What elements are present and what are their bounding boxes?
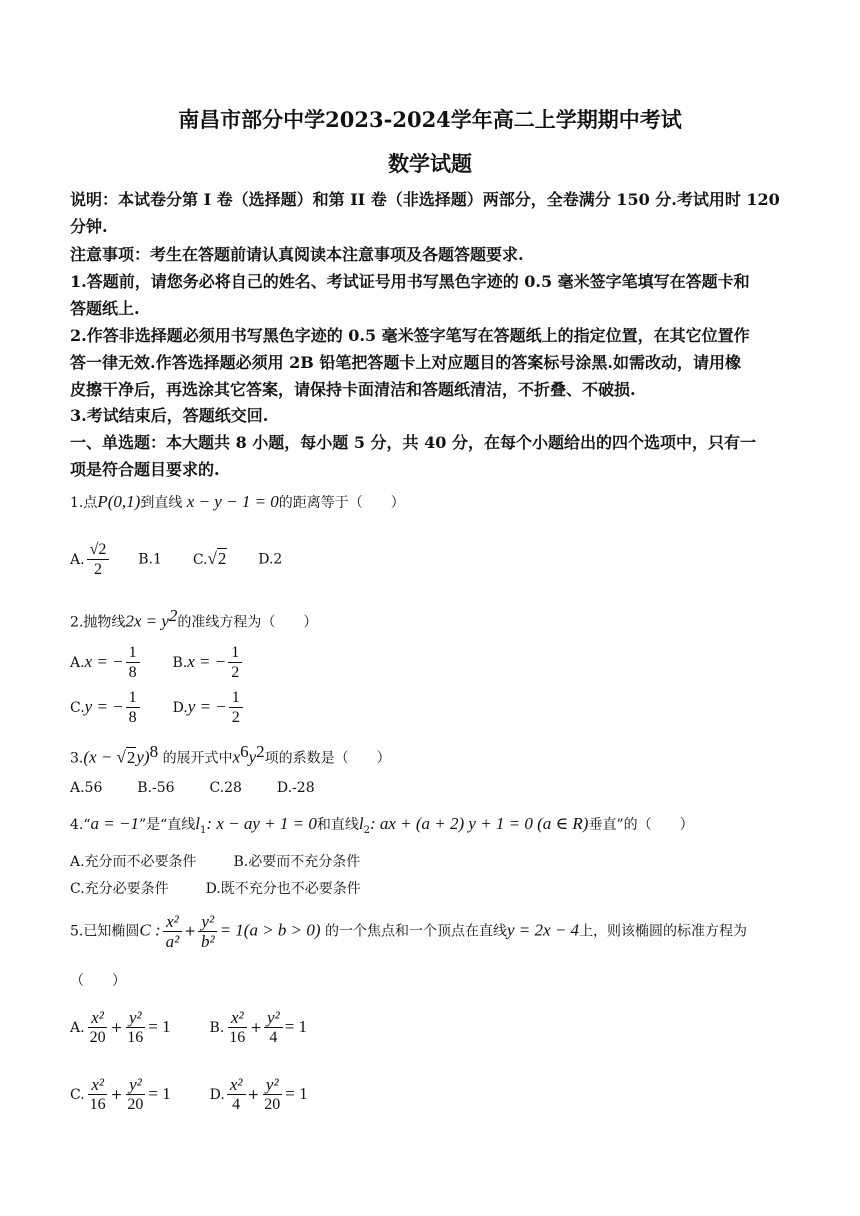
option-d[interactable]: D. $\frac{\text{x²}}{4}$ + $\frac{\text{y²}}{20}$ = 1 <box>209 1075 308 1113</box>
option-c[interactable]: C.28 <box>209 780 242 796</box>
option-a[interactable]: A. $\frac{√2}{2}$ <box>70 552 111 568</box>
option-d[interactable]: D.2 <box>258 551 283 568</box>
question-1: 1.点P(0,1)到直线 x − y − 1 = 0的距离等于（ ） <box>70 492 405 511</box>
section-heading: 项是符合题目要求的. <box>70 460 220 479</box>
question-3-options <box>70 780 795 796</box>
exam-title: 南昌市部分中学2023-2024学年高二上学期期中考试 <box>178 107 682 132</box>
question-4: 4.“a = −1”是“直线$l_1$: x − ay + 1 = 0和直线$l_2$: ax + (a + 2) y + 1 = 0 (a ∈ R)垂直”的（ ） <box>70 814 694 836</box>
intro-line: 注意事项：考生在答题前请认真阅读本注意事项及各题答题要求. <box>70 245 524 264</box>
option-a[interactable]: A.56 <box>70 780 103 796</box>
intro-line: 1.答题前，请您务必将自己的姓名、考试证号用书写黑色字迹的 0.5 毫米签字笔填写在答题卡和 <box>70 272 750 291</box>
question-3: $3.(x - √2y)^8$ 的展开式中$x^6y^2$项的系数是（ ） <box>70 742 391 767</box>
option-d[interactable]: D.y = − $\frac{1}{2}$ <box>173 700 245 716</box>
intro-line: 答一律无效.作答选择题必须用 2B 铅笔把答题卡上对应题目的答案标号涂黑.如需改动，请用橡 <box>70 353 741 372</box>
option-c[interactable]: C.y = − $\frac{1}{8}$ <box>70 700 142 716</box>
intro-line: 皮擦干净后，再选涂其它答案，请保持卡面清洁和答题纸清洁，不折叠、不破损. <box>70 380 636 399</box>
question-2-options-ab <box>70 643 795 682</box>
question-2-options-cd <box>70 688 795 727</box>
option-a[interactable]: A. $\frac{\text{x²}}{20}$ + $\frac{\text{y²}}{16}$ = 1 <box>70 1008 171 1046</box>
question-5-options-cd <box>70 1075 795 1114</box>
intro-line: 2.作答非选择题必须用书写黑色字迹的 0.5 毫米签字笔写在答题纸上的指定位置，在其它位置作 <box>70 326 750 345</box>
question-5: 5.已知椭圆C : $\frac{\text{x²}}{\text{a²}}$ + $\frac{\text{y²}}{\text{b²}}$ = 1(a > b > 0) 的一个焦点和一个顶点在直线y = 2x − 4上，则该椭圆的标准方程为 <box>70 912 748 951</box>
option-c[interactable]: C.充分必要条件 <box>70 881 169 897</box>
intro-line: 答题纸上. <box>70 299 140 318</box>
question-4-options-cd <box>70 878 795 898</box>
option-b[interactable]: B. $\frac{\text{x²}}{16}$ + $\frac{\text{y²}}{4}$ = 1 <box>209 1008 308 1046</box>
intro-line: 分钟. <box>70 217 108 236</box>
exam-subtitle: 数学试题 <box>388 151 472 176</box>
option-d[interactable]: D.-28 <box>276 780 315 796</box>
question-5-paren: （ ） <box>70 973 126 989</box>
option-b[interactable]: B.1 <box>138 551 162 568</box>
option-d[interactable]: D.既不充分也不必要条件 <box>205 881 361 897</box>
option-b[interactable]: B.-56 <box>137 780 175 796</box>
option-c[interactable]: C.√2 <box>192 548 227 568</box>
option-a[interactable]: A.充分而不必要条件 <box>70 854 197 870</box>
option-b[interactable]: B.必要而不充分条件 <box>233 854 361 870</box>
intro-line: 3.考试结束后，答题纸交回. <box>70 406 269 425</box>
question-4-options-ab <box>70 851 795 871</box>
option-c[interactable]: C. $\frac{\text{x²}}{16}$ + $\frac{\text{y²}}{20}$ = 1 <box>70 1075 171 1113</box>
section-heading: 一、单选题：本大题共 8 小题，每小题 5 分，共 40 分，在每个小题给出的四个选项中，只有一 <box>70 433 756 452</box>
option-a[interactable]: A.x = − $\frac{1}{8}$ <box>70 655 142 671</box>
question-1-options <box>70 540 795 579</box>
option-b[interactable]: B.x = − $\frac{1}{2}$ <box>172 655 244 671</box>
intro-line: 说明：本试卷分第 I 卷（选择题）和第 II 卷（非选择题）两部分，全卷满分 150 分.考试用时 120 <box>70 190 780 209</box>
question-5-options-ab <box>70 1008 795 1047</box>
question-2: 2.抛物线$2x = y^2$的准线方程为（ ） <box>70 606 318 631</box>
